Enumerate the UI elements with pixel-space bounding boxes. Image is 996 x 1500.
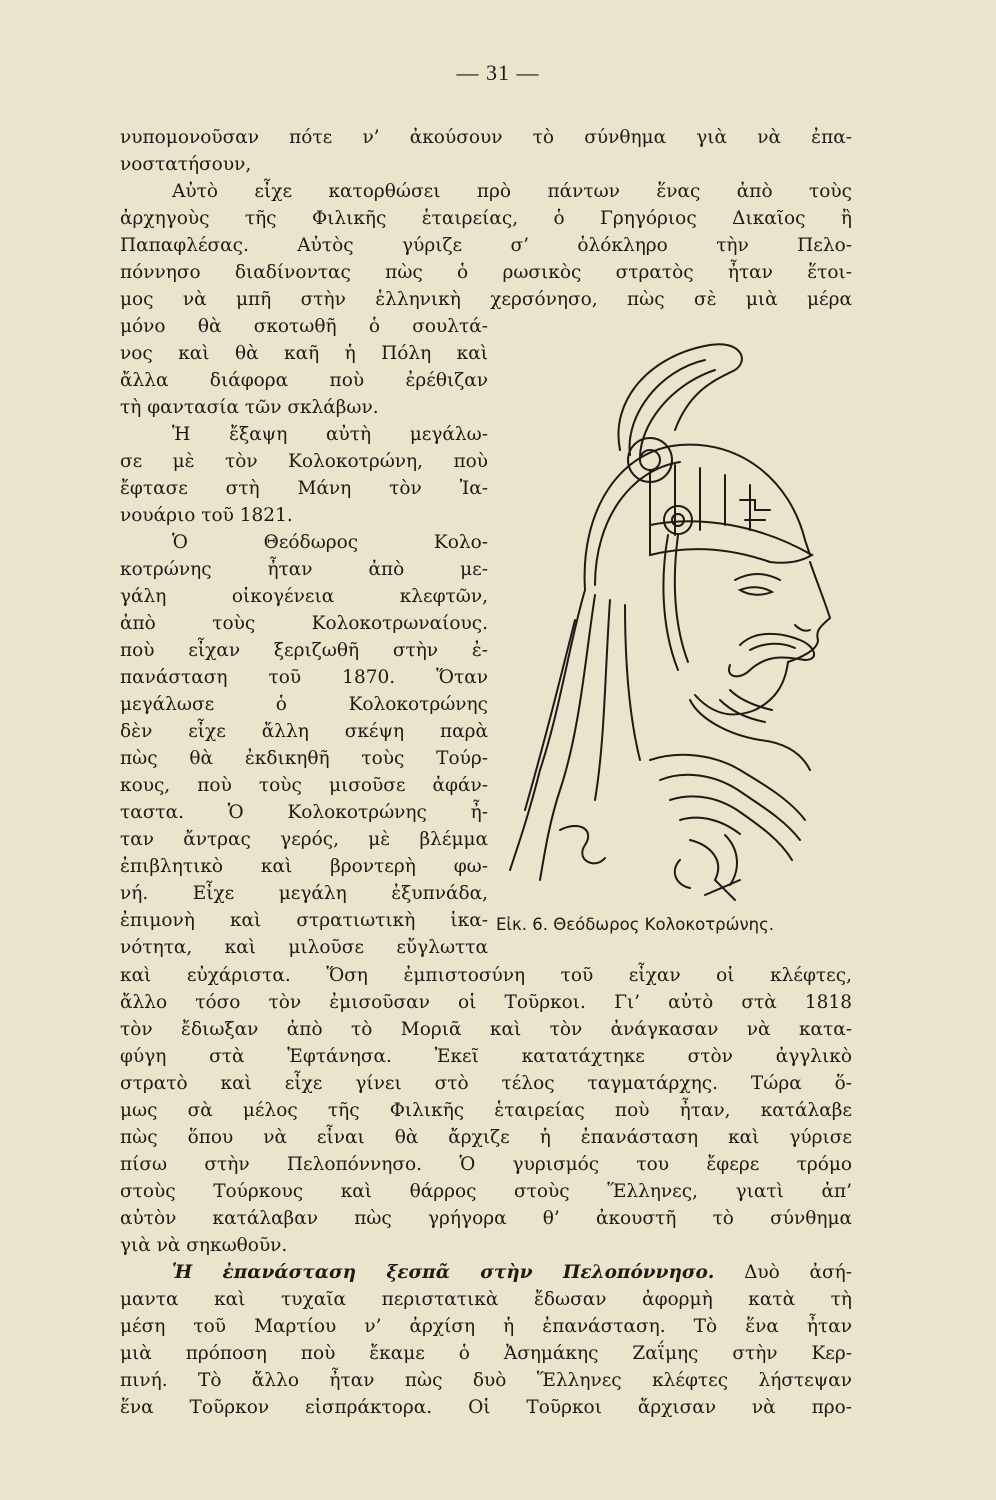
text-line: νος καὶ θὰ καῆ ἡ Πόλη καὶ xyxy=(120,343,488,364)
text-line: ἐπιβλητικὸ καὶ βροντερὴ φω- xyxy=(120,856,488,877)
text-line: στοὺς Τούρκους καὶ θάρρος στοὺς Ἕλληνες, γιατὶ ἀπ’ xyxy=(120,1181,852,1202)
section-heading-line xyxy=(120,1259,852,1286)
text-line: Παπαφλέσας. Αὐτὸς γύριζε σ’ ὁλόκληρο τὴν Πελο- xyxy=(120,235,852,256)
text-line: ταν ἄντρας γερός, μὲ βλέμμα xyxy=(120,829,488,850)
text-line: ταστα. Ὁ Κολοκοτρώνης ἦ- xyxy=(120,802,488,823)
text-line: πὼς ὅπου νὰ εἶναι θὰ ἄρχιζε ἡ ἐπανάσταση καὶ γύρισε xyxy=(120,1127,852,1148)
text-line: δὲν εἶχε ἄλλη σκέψη παρὰ xyxy=(120,721,488,742)
text-line: μιὰ πρόποση ποὺ ἔκαμε ὁ Ἀσημάκης Ζαΐμης στὴν Κερ- xyxy=(120,1343,852,1364)
text-line: ποὺ εἶχαν ξεριζωθῆ στὴν ἐ- xyxy=(120,640,488,661)
text-line: γάλη οἰκογένεια κλεφτῶν, xyxy=(120,586,488,607)
text-line: ἀρχηγοὺς τῆς Φιλικῆς ἑταιρείας, ὁ Γρηγόριος Δικαῖος ἢ xyxy=(120,208,852,229)
text-line: ἔφτασε στὴ Μάνη τὸν Ἰα- xyxy=(120,478,488,499)
text-line: σε μὲ τὸν Κολοκοτρώνη, ποὺ xyxy=(120,451,488,472)
text-line: νή. Εἶχε μεγάλη ἐξυπνάδα, xyxy=(120,883,488,904)
figure-caption: Εἰκ. 6. Θεόδωρος Κολοκοτρώνης. xyxy=(496,915,775,934)
text-line: φύγη στὰ Ἑφτάνησα. Ἐκεῖ κατατάχτηκε στὸν ἀγγλικὸ xyxy=(120,1046,852,1067)
text-line: πίσω στὴν Πελοπόννησο. Ὁ γυρισμός του ἔφερε τρόμο xyxy=(120,1154,852,1175)
text-line: μέση τοῦ Μαρτίου ν’ ἀρχίση ἡ ἐπανάσταση. Τὸ ἕνα ἦταν xyxy=(120,1316,852,1337)
text-line: στρατὸ καὶ εἶχε γίνει στὸ τέλος ταγματάρχης. Τώρα ὅ- xyxy=(120,1073,852,1094)
text-line: μαντα καὶ τυχαῖα περιστατικὰ ἔδωσαν ἀφορμὴ κατὰ τὴ xyxy=(120,1289,852,1310)
text-line: πανάσταση τοῦ 1870. Ὅταν xyxy=(120,667,488,688)
text-line: ἄλλα διάφορα ποὺ ἐρέθιζαν xyxy=(120,370,488,391)
text-line: Ὁ Θεόδωρος Κολο- xyxy=(172,532,488,553)
text-line: πινή. Τὸ ἄλλο ἦταν πὼς δυὸ Ἕλληνες κλέφτες λήστεψαν xyxy=(120,1370,852,1391)
text-line: Αὐτὸ εἶχε κατορθώσει πρὸ πάντων ἕνας ἀπὸ τοὺς xyxy=(172,181,852,202)
left-column-text xyxy=(120,313,488,961)
text-line: κους, ποὺ τοὺς μισοῦσε ἀφάν- xyxy=(120,775,488,796)
text-line: νυπομονοῦσαν πότε ν’ ἀκούσουν τὸ σύνθημα γιὰ νὰ ἐπα- xyxy=(120,127,852,148)
text-line: τὴ φαντασία τῶν σκλάβων. xyxy=(120,397,379,418)
text-line: μος νὰ μπῆ στὴν ἑλληνικὴ χερσόνησο, πὼς σὲ μιὰ μέρα xyxy=(120,289,852,310)
text-line: μως σὰ μέλος τῆς Φιλικῆς ἑταιρείας ποὺ ἦταν, κατάλαβε xyxy=(120,1100,852,1121)
text-line: μόνο θὰ σκοτωθῆ ὁ σουλτά- xyxy=(120,316,488,337)
top-paragraph xyxy=(120,124,852,313)
text-line: αὐτὸν κατάλαβαν πὼς γρήγορα θ’ ἀκουστῆ τὸ σύνθημα xyxy=(120,1208,852,1229)
text-line: καὶ εὐχάριστα. Ὅση ἐμπιστοσύνη τοῦ εἶχαν οἱ κλέφτες, xyxy=(120,965,852,986)
text-line: ἀπὸ τοὺς Κολοκοτρωναίους. xyxy=(120,613,488,634)
text-line: γιὰ νὰ σηκωθοῦν. xyxy=(120,1235,288,1256)
text-line: ἐπιμονὴ καὶ στρατιωτικὴ ἱκα- xyxy=(120,910,488,931)
portrait-engraving-icon xyxy=(500,340,860,910)
text-line: πόννησο διαδίνοντας πὼς ὁ ρωσικὸς στρατὸς ἦταν ἕτοι- xyxy=(120,262,852,283)
bottom-paragraph xyxy=(120,962,852,1421)
text-line: Ἡ ἔξαψη αὐτὴ μεγάλω- xyxy=(172,424,488,445)
text-line: νουάριο τοῦ 1821. xyxy=(120,505,293,526)
text-line: νότητα, καὶ μιλοῦσε εὔγλωττα xyxy=(120,937,488,958)
text-line: τὸν ἔδιωξαν ἀπὸ τὸ Μοριᾶ καὶ τὸν ἀνάγκασαν νὰ κατα- xyxy=(120,1019,852,1040)
section-heading: Ἡ ἐπανάσταση ξεσπᾶ στὴν Πελοπόννησο. xyxy=(172,1262,715,1283)
text-line: κοτρώνης ἦταν ἀπὸ με- xyxy=(120,559,488,580)
text-line: ἄλλο τόσο τὸν ἐμισοῦσαν οἱ Τοῦρκοι. Γι’ αὐτὸ στὰ 1818 xyxy=(120,992,852,1013)
text-line: νοστατήσουν, xyxy=(120,154,252,175)
portrait-illustration xyxy=(500,340,860,910)
heading-continuation: Δυὸ ἀσή- xyxy=(714,1262,852,1283)
text-line: ἕνα Τοῦρκον εἰσπράκτορα. Οἱ Τοῦρκοι ἄρχισαν νὰ προ- xyxy=(120,1397,852,1418)
text-line: πὼς θὰ ἐκδικηθῆ τοὺς Τούρ- xyxy=(120,748,488,769)
page-number: — 31 — xyxy=(456,60,540,85)
text-line: μεγάλωσε ὁ Κολοκοτρώνης xyxy=(120,694,488,715)
